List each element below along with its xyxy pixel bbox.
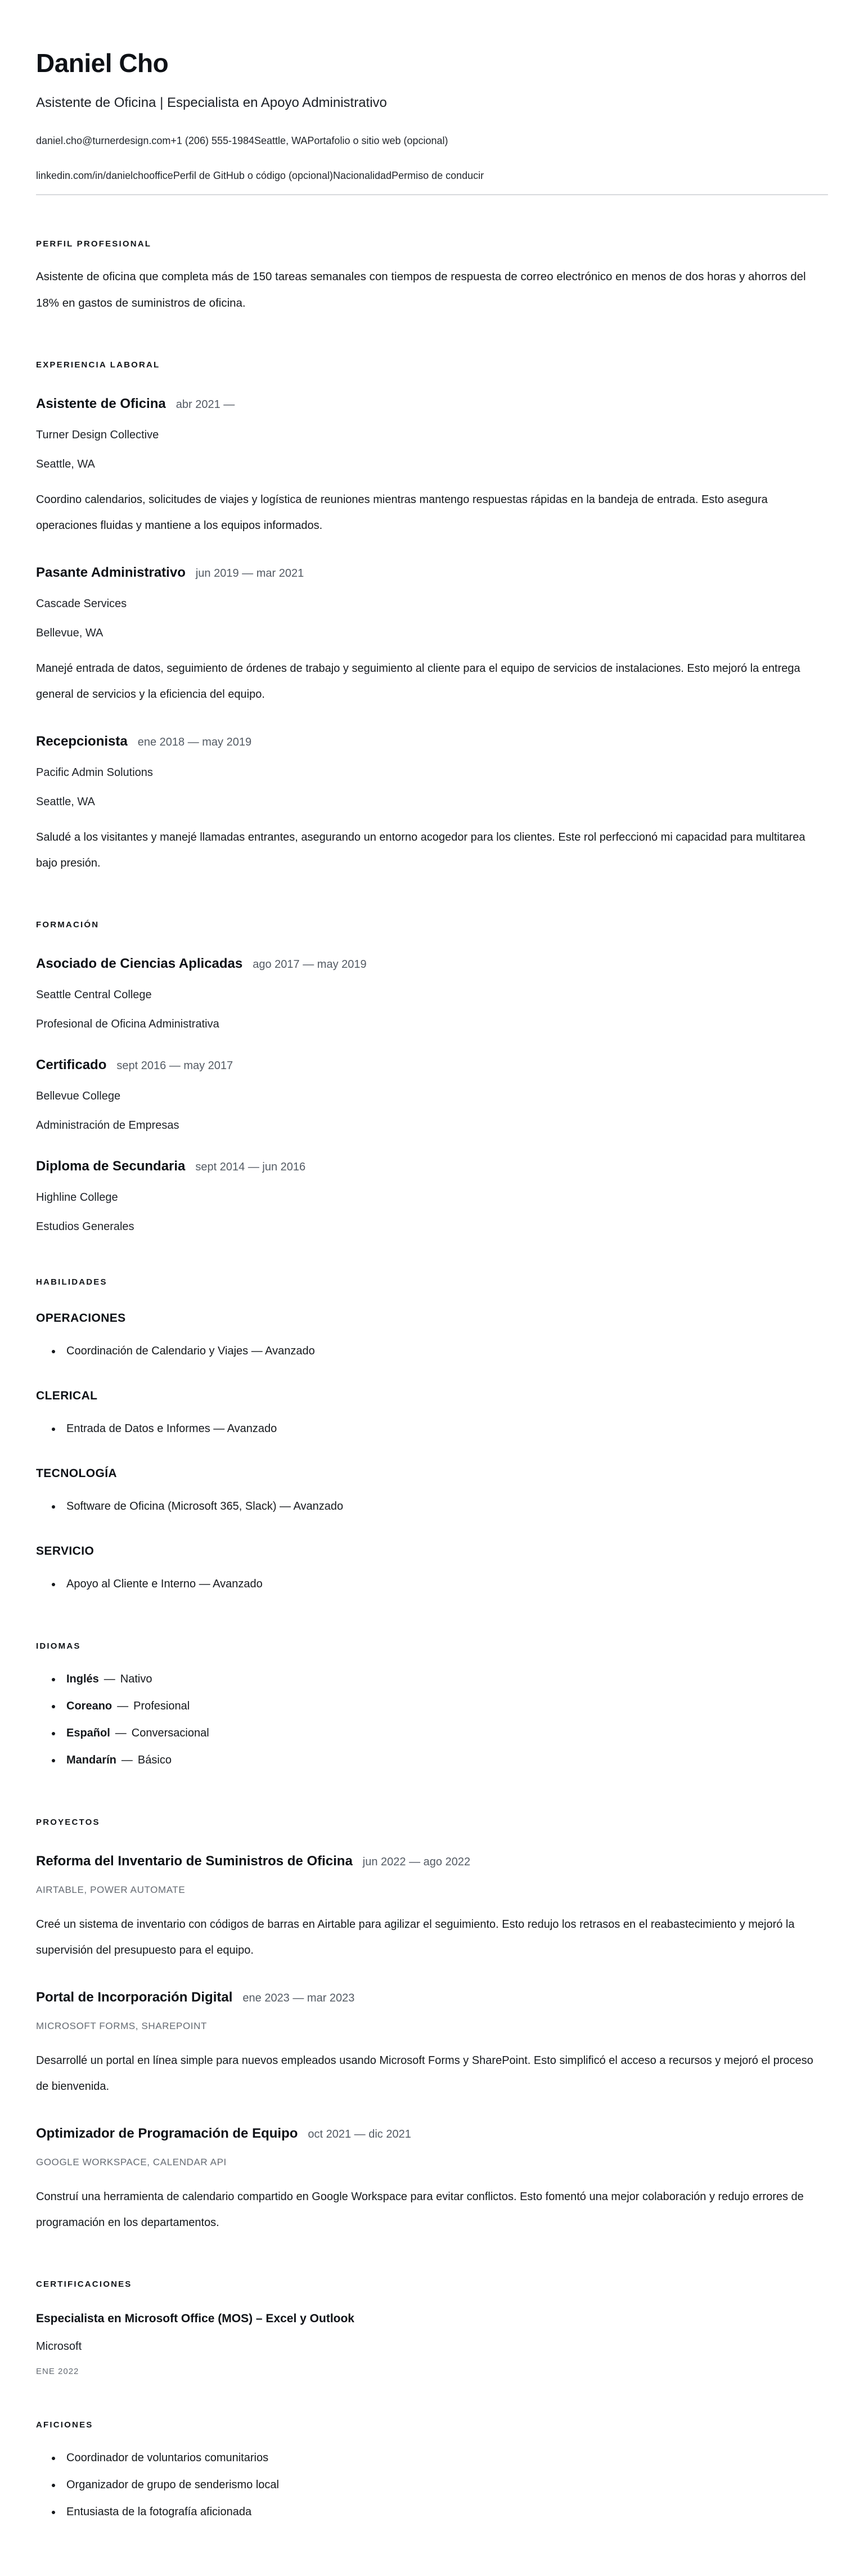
contact-portfolio-placeholder: Portafolio o sitio web (opcional)	[307, 135, 448, 147]
project-entry	[36, 1989, 828, 2099]
language-level: Conversacional	[131, 1727, 209, 1740]
section-projects	[36, 1817, 828, 2236]
language-separator: —	[121, 1754, 133, 1767]
education-entry	[36, 1158, 828, 1233]
skill-category: SERVICIO	[36, 1545, 94, 1558]
language-name: Español	[66, 1727, 110, 1740]
skill-group-operaciones	[36, 1312, 828, 1365]
job-entry	[36, 564, 828, 707]
education-school: Bellevue College	[36, 1090, 121, 1103]
skill-group-tecnologia	[36, 1467, 828, 1520]
resume-header	[36, 48, 828, 195]
project-dates: jun 2022 — ago 2022	[362, 1856, 471, 1869]
job-entry	[36, 396, 828, 538]
education-title-row	[36, 1057, 828, 1074]
job-location: Seattle, WA	[36, 796, 95, 809]
job-dates: jun 2019 — mar 2021	[195, 567, 304, 580]
project-dates: ene 2023 — mar 2023	[242, 1992, 355, 2005]
job-title-row	[36, 733, 828, 750]
contact-location: Seattle, WA	[254, 135, 308, 147]
language-level: Profesional	[133, 1700, 190, 1713]
language-item	[62, 1693, 828, 1720]
project-tools: GOOGLE WORKSPACE, CALENDAR API	[36, 2157, 227, 2168]
education-entry	[36, 1057, 828, 1132]
skill-item: • Apoyo al Cliente e Interno — Avanzado	[62, 1570, 828, 1597]
education-title-row	[36, 955, 828, 972]
language-name: Mandarín	[66, 1754, 116, 1767]
project-title: Reforma del Inventario de Suministros de Oficina	[36, 1854, 353, 1869]
skill-group-clerical	[36, 1389, 828, 1442]
language-level: Básico	[137, 1754, 172, 1767]
job-dates: abr 2021 —	[176, 398, 235, 411]
contact-email: daniel.cho@turnerdesign.com	[36, 135, 171, 147]
skill-group-servicio	[36, 1545, 828, 1597]
skill-category: CLERICAL	[36, 1389, 98, 1403]
project-title: Optimizador de Programación de Equipo	[36, 2126, 298, 2142]
certification-entry	[36, 2312, 828, 2376]
language-level: Nativo	[120, 1673, 152, 1686]
contact-github-placeholder: Perfil de GitHub o código (opcional)	[173, 169, 333, 181]
language-separator: —	[117, 1700, 129, 1713]
language-item	[62, 1666, 828, 1693]
language-name: Coreano	[66, 1700, 112, 1713]
education-field: Estudios Generales	[36, 1220, 134, 1233]
candidate-headline: Asistente de Oficina | Especialista en Apoyo Administrativo	[36, 95, 387, 110]
language-list	[36, 1666, 828, 1774]
project-description: Creé un sistema de inventario con códigos de barras en Airtable para agilizar el seguimiento. Esto redujo los retrasos en el reabastecimiento y mejoró la supervisión del presupuesto para el equipo.	[36, 1918, 795, 1957]
skill-list	[36, 1415, 828, 1442]
section-languages	[36, 1641, 828, 1774]
certifications-heading: CERTIFICACIONES	[36, 2279, 132, 2290]
skill-list	[36, 1338, 828, 1365]
language-separator: —	[115, 1727, 127, 1740]
project-title-row	[36, 1989, 828, 2006]
job-description: Saludé a los visitantes y manejé llamadas entrantes, asegurando un entorno acogedor para los clientes. Este rol perfeccionó mi capacidad para multitarea bajo presión.	[36, 831, 806, 870]
job-title: Asistente de Oficina	[36, 396, 166, 412]
project-description: Construí una herramienta de calendario compartido en Google Workspace para evitar conflictos. Esto fomentó una mejor colaboración y redujo errores de programación en los departamentos.	[36, 2191, 804, 2229]
education-degree: Asociado de Ciencias Aplicadas	[36, 956, 243, 972]
profile-heading: PERFIL PROFESIONAL	[36, 239, 152, 249]
certification-title: Especialista en Microsoft Office (MOS) – Excel y Outlook	[36, 2312, 354, 2326]
languages-heading: IDIOMAS	[36, 1641, 81, 1651]
projects-heading: PROYECTOS	[36, 1817, 100, 1828]
section-hobbies	[36, 2420, 828, 2525]
language-name: Inglés	[66, 1673, 99, 1686]
skill-list	[36, 1493, 828, 1520]
contact-driving-license-placeholder: Permiso de conducir	[392, 169, 484, 181]
experience-heading: EXPERIENCIA LABORAL	[36, 360, 160, 370]
project-tools: MICROSOFT FORMS, SHAREPOINT	[36, 2021, 207, 2032]
certification-date: ENE 2022	[36, 2366, 79, 2376]
candidate-name: Daniel Cho	[36, 48, 169, 78]
job-entry	[36, 733, 828, 876]
job-dates: ene 2018 — may 2019	[137, 736, 252, 749]
language-item	[62, 1720, 828, 1747]
certification-issuer: Microsoft	[36, 2340, 82, 2353]
job-title-row	[36, 396, 828, 412]
language-item	[62, 1747, 828, 1774]
education-school: Seattle Central College	[36, 989, 152, 1002]
project-title-row	[36, 1853, 828, 1870]
skill-list	[36, 1570, 828, 1597]
job-location: Bellevue, WA	[36, 627, 104, 640]
project-dates: oct 2021 — dic 2021	[308, 2128, 411, 2141]
contact-linkedin: linkedin.com/in/danielchooffice	[36, 169, 173, 181]
job-title: Pasante Administrativo	[36, 565, 186, 581]
education-dates: ago 2017 — may 2019	[253, 958, 367, 971]
section-experience	[36, 360, 828, 876]
project-title: Portal de Incorporación Digital	[36, 1990, 233, 2005]
hobby-item: • Organizador de grupo de senderismo local	[62, 2471, 828, 2498]
contact-row-2	[36, 170, 828, 182]
language-separator: —	[104, 1673, 115, 1686]
project-tools: AIRTABLE, POWER AUTOMATE	[36, 1884, 186, 1896]
job-location: Seattle, WA	[36, 458, 95, 471]
section-certifications	[36, 2279, 828, 2376]
hobby-item: • Coordinador de voluntarios comunitarios	[62, 2444, 828, 2471]
project-description: Desarrollé un portal en línea simple para nuevos empleados usando Microsoft Forms y SharePoint. Esto simplificó el acceso a recursos y mejoró el proceso de bienvenida.	[36, 2054, 813, 2093]
education-school: Highline College	[36, 1191, 118, 1204]
education-field: Administración de Empresas	[36, 1119, 179, 1132]
job-title-row	[36, 564, 828, 581]
skill-category: TECNOLOGÍA	[36, 1467, 117, 1480]
section-education	[36, 920, 828, 1233]
skills-heading: HABILIDADES	[36, 1277, 107, 1287]
job-title: Recepcionista	[36, 734, 128, 750]
education-heading: FORMACIÓN	[36, 920, 100, 930]
job-company: Turner Design Collective	[36, 429, 159, 442]
hobby-item: • Entusiasta de la fotografía aficionada	[62, 2498, 828, 2525]
hobby-list	[36, 2444, 828, 2525]
education-degree: Diploma de Secundaria	[36, 1159, 186, 1174]
job-description: Manejé entrada de datos, seguimiento de órdenes de trabajo y seguimiento al cliente para el equipo de servicios de instalaciones. Esto mejoró la entrega general de servicios y la eficiencia del equipo.	[36, 662, 800, 701]
contact-row-1	[36, 135, 828, 147]
skill-item: • Entrada de Datos e Informes — Avanzado	[62, 1415, 828, 1442]
job-company: Cascade Services	[36, 598, 127, 611]
skill-item: • Software de Oficina (Microsoft 365, Slack) — Avanzado	[62, 1493, 828, 1520]
job-description: Coordino calendarios, solicitudes de viajes y logística de reuniones mientras mantengo respuestas rápidas en la bandeja de entrada. Esto asegura operaciones fluidas y mantiene a los equipos informados.	[36, 493, 768, 532]
skill-category: OPERACIONES	[36, 1312, 126, 1325]
education-title-row	[36, 1158, 828, 1175]
skill-item: • Coordinación de Calendario y Viajes — Avanzado	[62, 1338, 828, 1365]
profile-summary: Asistente de oficina que completa más de 150 tareas semanales con tiempos de respuesta de correo electrónico en menos de dos horas y ahorros del 18% en gastos de suministros de oficina.	[36, 270, 806, 310]
header-divider	[36, 194, 828, 195]
education-dates: sept 2014 — jun 2016	[195, 1161, 306, 1174]
contact-phone: +1 (206) 555-1984	[170, 135, 255, 147]
hobbies-heading: AFICIONES	[36, 2420, 93, 2430]
education-entry	[36, 955, 828, 1031]
project-entry	[36, 1853, 828, 1963]
section-profile	[36, 239, 828, 316]
contact-nationality-placeholder: Nacionalidad	[332, 169, 392, 181]
project-title-row	[36, 2125, 828, 2142]
education-degree: Certificado	[36, 1057, 107, 1073]
project-entry	[36, 2125, 828, 2236]
education-field: Profesional de Oficina Administrativa	[36, 1018, 219, 1031]
section-skills	[36, 1277, 828, 1597]
education-dates: sept 2016 — may 2017	[116, 1060, 233, 1072]
job-company: Pacific Admin Solutions	[36, 766, 153, 779]
